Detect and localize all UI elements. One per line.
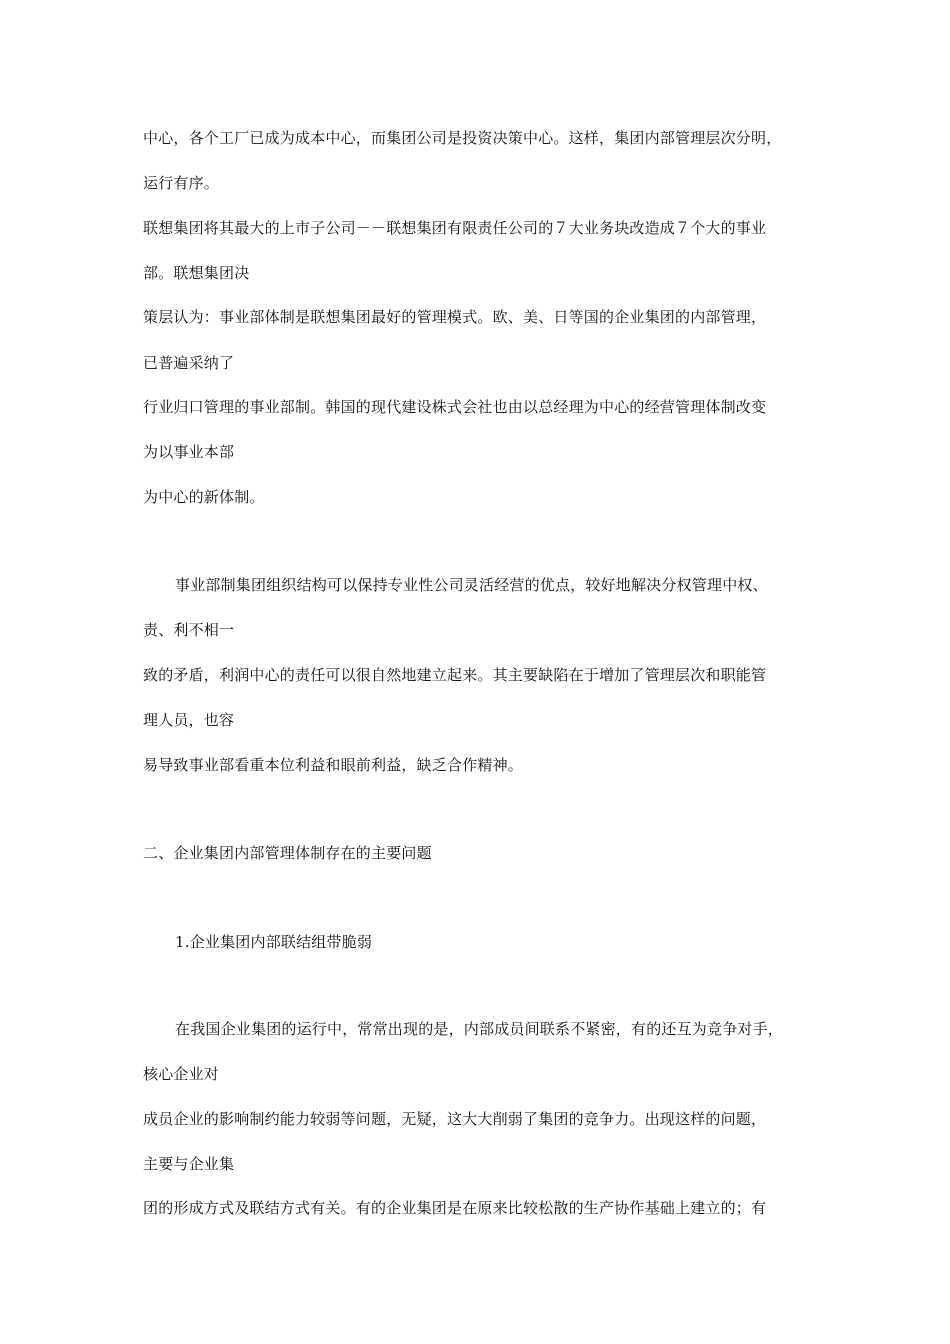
text-line: 部。联想集团决: [143, 264, 250, 282]
text-line: 为以事业本部: [143, 443, 235, 461]
text-line: 联想集团将其最大的上市子公司－－联想集团有限责任公司的７大业务块改造成７个大的事业: [143, 219, 767, 237]
text-line: 致的矛盾，利润中心的责任可以很自然地建立起来。其主要缺陷在于增加了管理层次和职能管: [143, 666, 767, 684]
text-line: 中心，各个工厂已成为成本中心，而集团公司是投资决策中心。这样，集团内部管理层次分明，: [143, 129, 782, 147]
text-line: 行业归口管理的事业部制。韩国的现代建设株式会社也由以总经理为中心的经营管理体制改变: [143, 398, 767, 416]
text-line: 理人员，也容: [143, 711, 235, 729]
paragraph-first-line: 事业部制集团组织结构可以保持专业性公司灵活经营的优点，较好地解决分权管理中权、: [175, 576, 768, 594]
text-line: 易导致事业部看重本位利益和眼前利益，缺乏合作精神。: [143, 756, 524, 774]
text-line: 运行有序。: [143, 174, 220, 192]
text-line: 主要与企业集: [143, 1155, 235, 1173]
text-line: 核心企业对: [143, 1065, 220, 1083]
text-line: 策层认为：事业部体制是联想集团最好的管理模式。欧、美、日等国的企业集团的内部管理，: [143, 308, 767, 326]
text-line: 已普遍采纳了: [143, 354, 235, 372]
subsection-heading: 1.企业集团内部联结组带脆弱: [175, 933, 373, 951]
paragraph-first-line: 在我国企业集团的运行中，常常出现的是，内部成员间联系不紧密，有的还互为竞争对手，: [175, 1020, 784, 1038]
text-line: 为中心的新体制。: [143, 488, 265, 506]
text-line: 成员企业的影响制约能力较弱等问题，无疑，这大大削弱了集团的竞争力。出现这样的问题，: [143, 1110, 767, 1128]
text-line: 团的形成方式及联结方式有关。有的企业集团是在原来比较松散的生产协作基础上建立的；有: [143, 1199, 767, 1217]
section-heading: 二、企业集团内部管理体制存在的主要问题: [143, 844, 432, 862]
text-line: 责、利不相一: [143, 621, 235, 639]
